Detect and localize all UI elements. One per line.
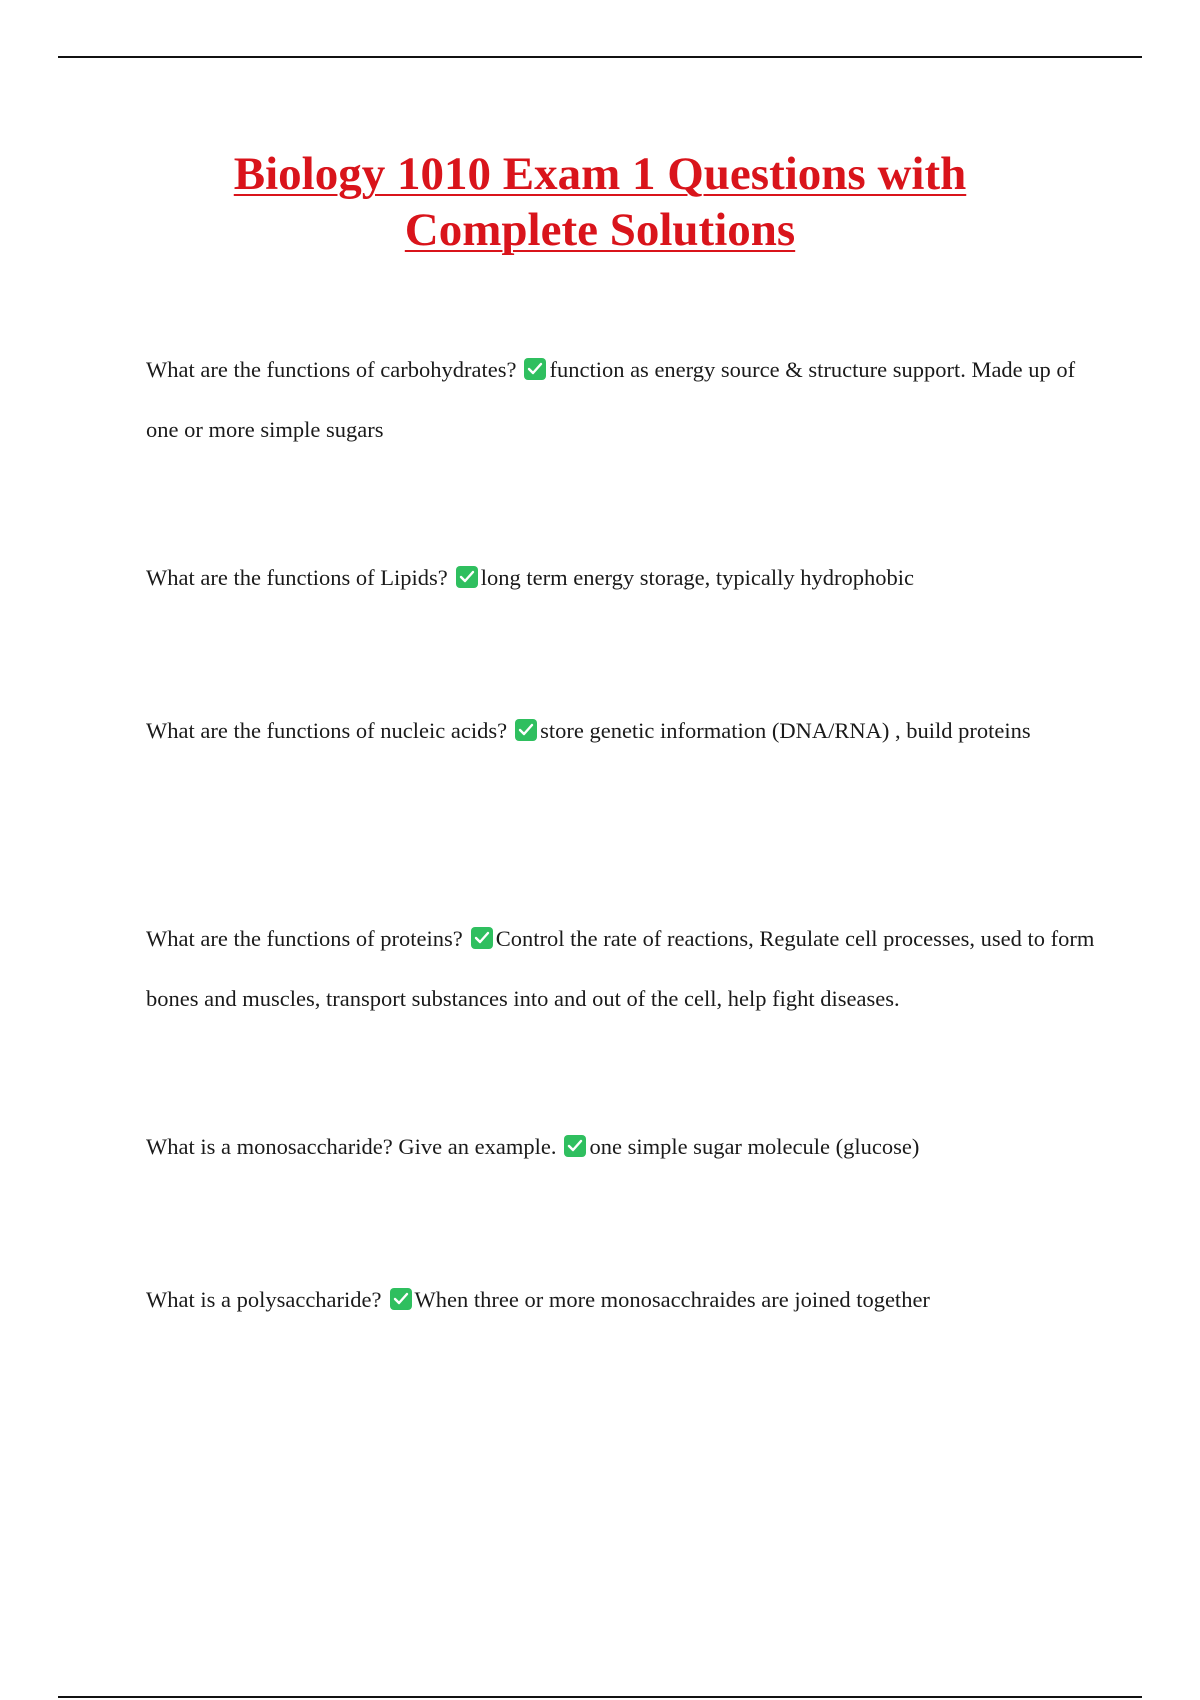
title-line-2: Complete Solutions (404, 204, 796, 256)
qa-item-nucleic-acids (146, 701, 1046, 761)
question-text: What are the functions of nucleic acids? (146, 718, 508, 743)
question-text: What are the functions of proteins? (146, 926, 463, 951)
answer-text: store genetic information (DNA/RNA) , build proteins (540, 718, 1031, 743)
answer-text: long term energy storage, typically hydrophobic (480, 565, 915, 590)
answer-text: Control the rate of reactions, Regulate cell processes, used to form bones and muscles, transport substances into and out of the cell, help fight diseases. (146, 926, 1095, 1011)
answer-text: function as energy source & structure support. Made up of one or more simple sugars (146, 357, 1076, 442)
answer-text: When three or more monosacchraides are joined together (414, 1287, 930, 1312)
qa-item-lipids (146, 548, 1106, 608)
question-text: What are the functions of carbohydrates? (146, 357, 517, 382)
check-mark-icon (524, 358, 546, 380)
question-text: What is a monosaccharide? Give an example. (146, 1134, 557, 1159)
check-mark-icon (456, 566, 478, 588)
top-rule (58, 56, 1142, 58)
qa-item-monosaccharide (146, 1117, 1106, 1177)
check-mark-icon (564, 1135, 586, 1157)
bottom-rule (58, 1696, 1142, 1698)
answer-text: one simple sugar molecule (glucose) (589, 1134, 920, 1159)
title-line-1: Biology 1010 Exam 1 Questions with (233, 148, 967, 200)
question-text: What are the functions of Lipids? (146, 565, 448, 590)
qa-item-proteins (146, 909, 1121, 1029)
question-text: What is a polysaccharide? (146, 1287, 382, 1312)
check-mark-icon (390, 1288, 412, 1310)
check-mark-icon (515, 719, 537, 741)
qa-item-polysaccharide (146, 1270, 1106, 1330)
qa-item-carbohydrates (146, 340, 1106, 460)
check-mark-icon (471, 927, 493, 949)
document-title (0, 146, 1200, 258)
